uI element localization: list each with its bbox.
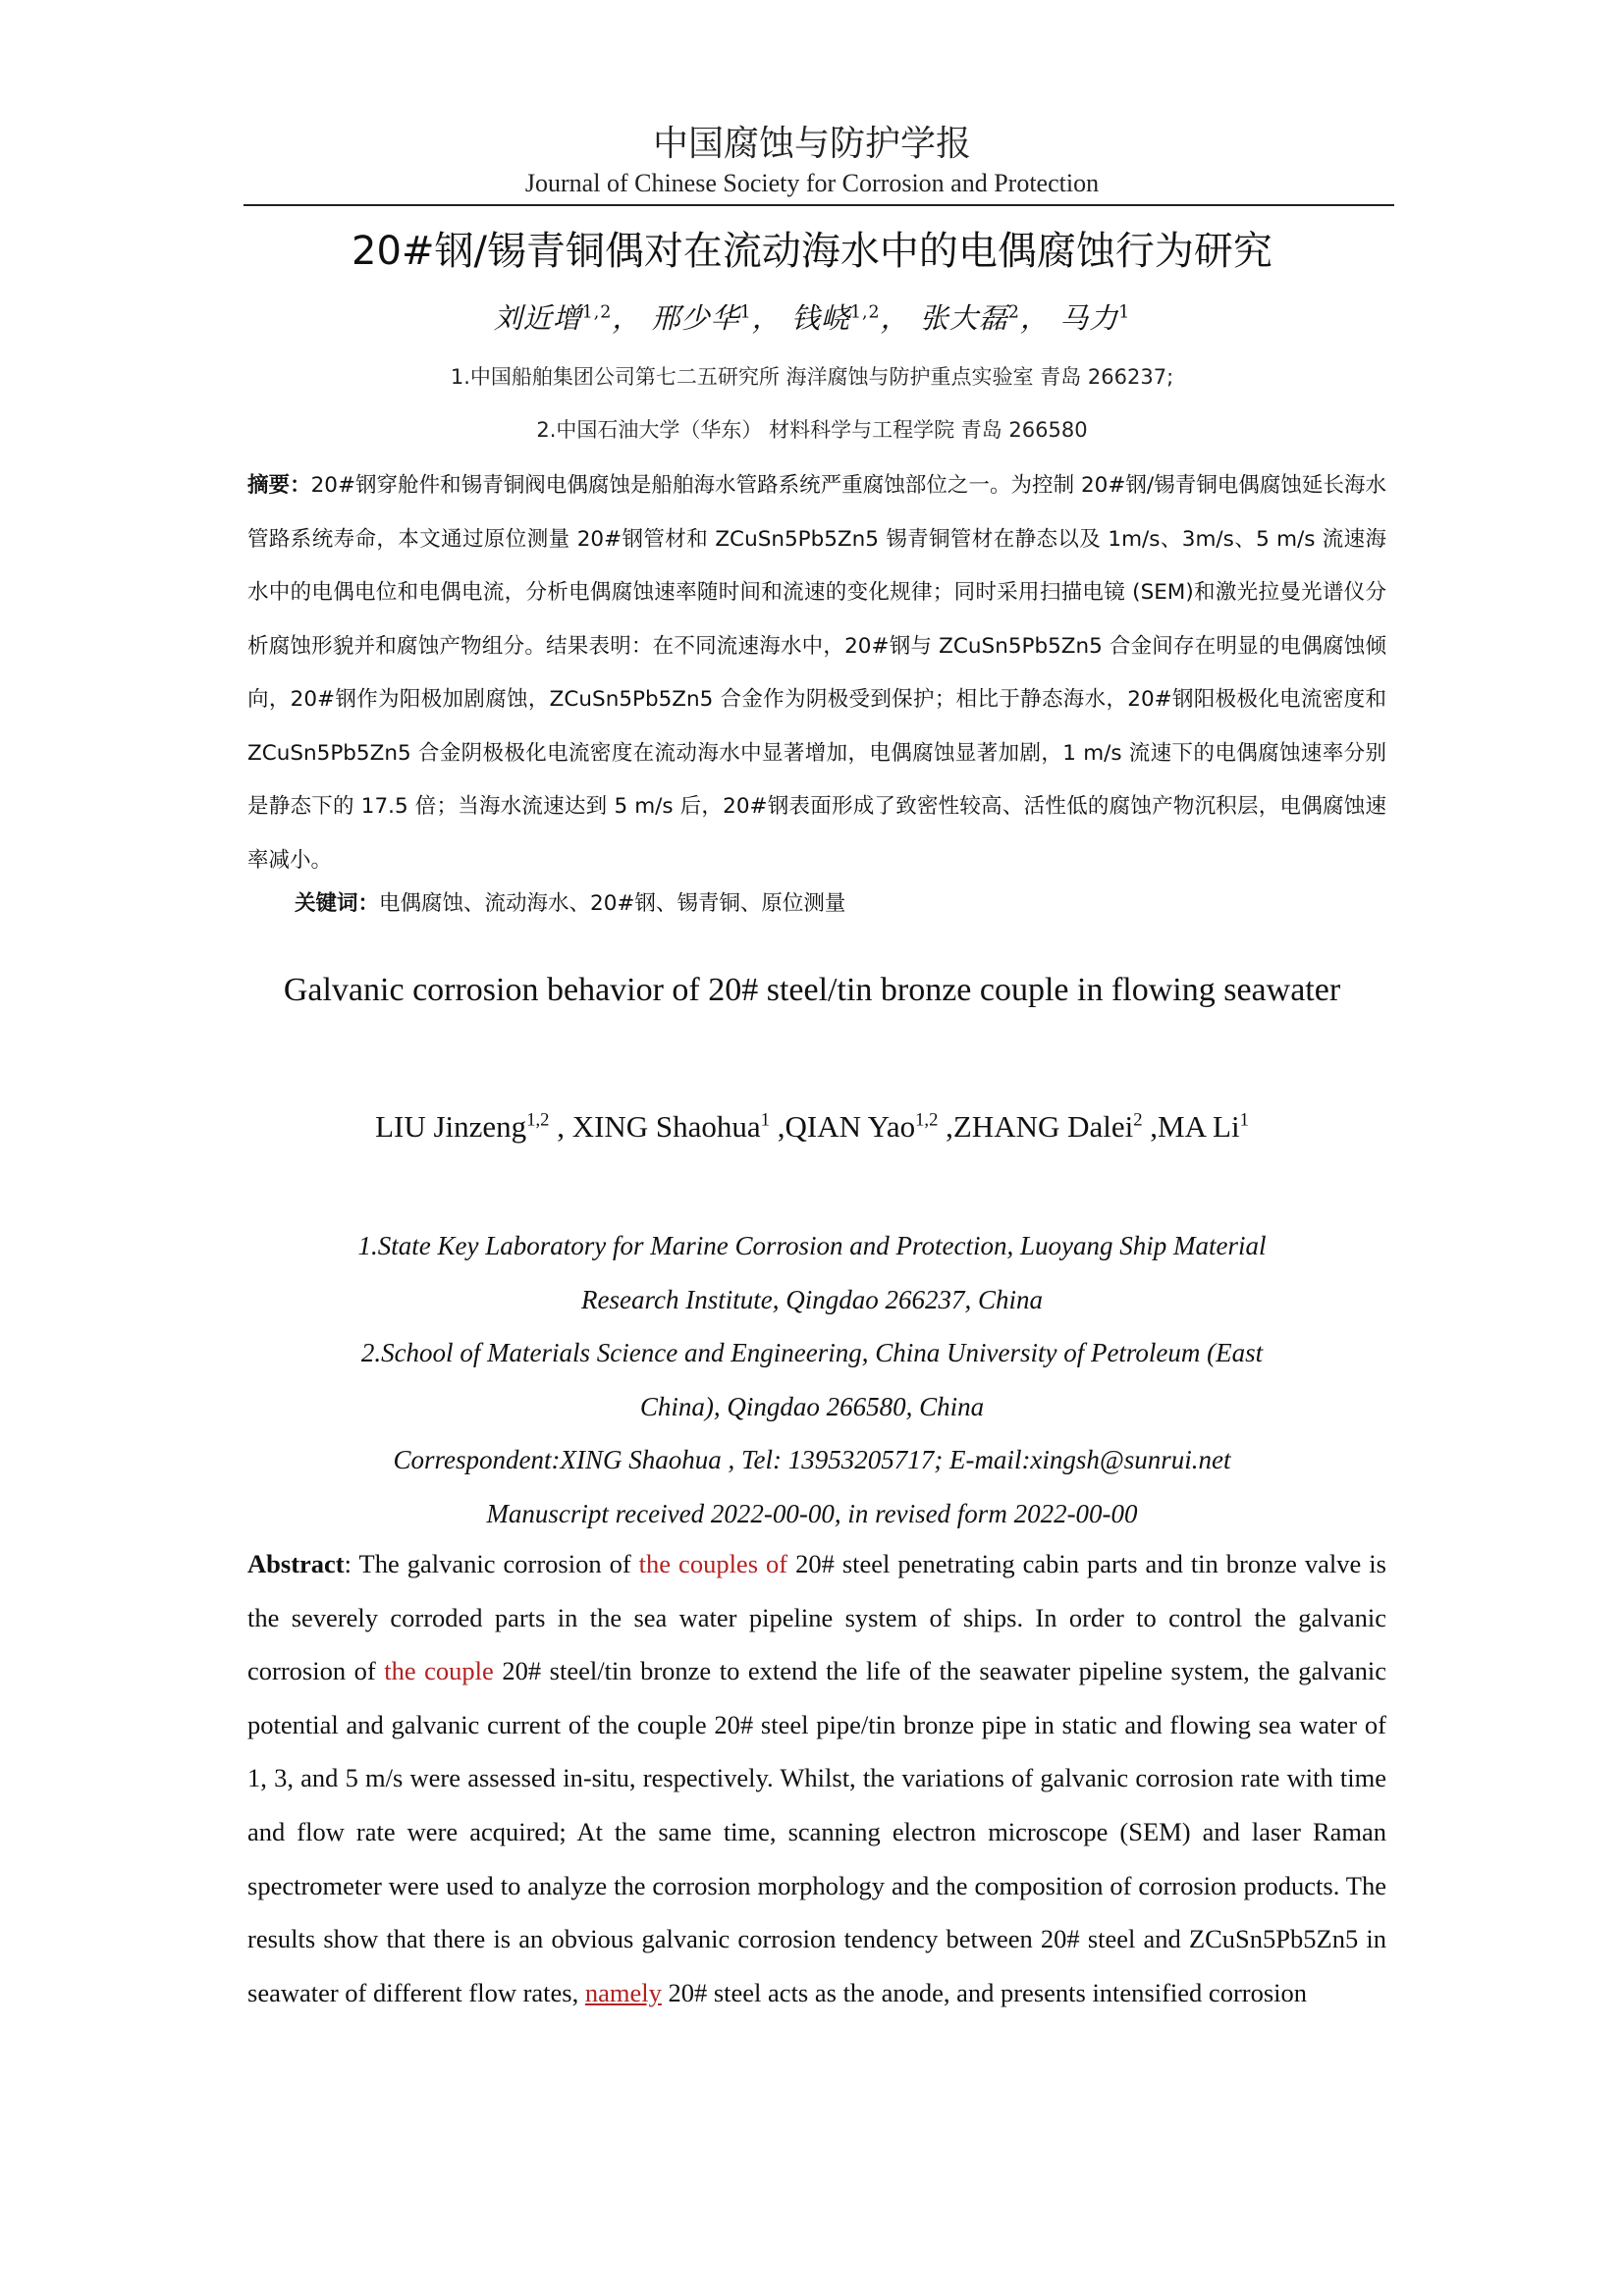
author-en: QIAN Yao: [785, 1109, 916, 1144]
author-affil-sup: 1: [739, 302, 752, 323]
author-separator: ,: [549, 1109, 572, 1144]
author-cn: 邢少华: [651, 301, 740, 335]
keywords-cn-label: 关键词：: [295, 891, 380, 916]
keywords-cn: [295, 886, 845, 917]
affiliation-en-line: 1.State Key Laboratory for Marine Corrosion and Protection, Luoyang Ship Material: [357, 1231, 1267, 1260]
author-en: LIU Jinzeng: [375, 1109, 527, 1144]
author-affil-sup: 1,2: [526, 1109, 550, 1131]
abstract-en-text: 20# steel penetrating cabin parts and tin bronze valve is the severely corroded parts in the sea water pipeline system of ships. In order to control the galvanic corrosion of: [247, 1549, 1386, 1686]
author-cn: 张大磊: [919, 301, 1008, 335]
author-affil-sup: 1,2: [849, 302, 881, 323]
author-separator: ，: [880, 301, 910, 335]
authors-en: [0, 1109, 1624, 1145]
abstract-en: [247, 1537, 1386, 2019]
affiliation-cn-1: 1.中国船舶集团公司第七二五研究所 海洋腐蚀与防护重点实验室 青岛 266237;: [450, 365, 1174, 389]
manuscript-received-line: Manuscript received 2022-00-00, in revised form 2022-00-00: [486, 1498, 1138, 1528]
journal-name-en: Journal of Chinese Society for Corrosion and Protection: [524, 169, 1100, 197]
author-affil-sup: 2: [1133, 1109, 1143, 1131]
abstract-en-label: Abstract: [247, 1549, 345, 1578]
affiliation-en-line: 2.School of Materials Science and Engineering, China University of Petroleum (East: [360, 1338, 1264, 1367]
title-en: Galvanic corrosion behavior of 20# steel/tin bronze couple in flowing seawater: [283, 972, 1341, 1008]
abstract-en-text: 20# steel/tin bronze to extend the life of the seawater pipeline system, the galvanic potential and galvanic current of the couple 20# steel pipe/tin bronze pipe in static and flowing sea water of 1, 3, and 5 m/s were assessed in-situ, respectively. Whilst, the variations of galvanic corrosion rate with time and flow rate were acquired; At the same time, scanning electron microscope (SEM) and laser Raman spectrometer were used to analyze the corrosion morphology and the composition of corrosion products. The results show that there is an obvious galvanic corrosion tendency between 20# steel and ZCuSn5Pb5Zn5 in seawater of different flow rates,: [247, 1656, 1386, 2007]
author-affil-sup: 1,2: [581, 302, 613, 323]
abstract-cn-text: 20#钢穿舱件和锡青铜阀电偶腐蚀是船舶海水管路系统严重腐蚀部位之一。为控制 20#钢/锡青铜电偶腐蚀延长海水管路系统寿命，本文通过原位测量 20#钢管材和 ZCuSn5Pb5Zn5 锡青铜管材在静态以及 1m/s、3m/s、5 m/s 流速海水中的电偶电位和电偶电流，分析电偶腐蚀速率随时间和流速的变化规律；同时采用扫描电镜 (SEM)和激光拉曼光谱仪分析腐蚀形貌并和腐蚀产物组分。结果表明：在不同流速海水中，20#钢与 ZCuSn5Pb5Zn5 合金间存在明显的电偶腐蚀倾向，20#钢作为阳极加剧腐蚀，ZCuSn5Pb5Zn5 合金作为阴极受到保护；相比于静态海水，20#钢阳极极化电流密度和 ZCuSn5Pb5Zn5 合金阴极极化电流密度在流动海水中显著增加，电偶腐蚀显著加剧，1 m/s 流速下的电偶腐蚀速率分别是静态下的 17.5 倍；当海水流速达到 5 m/s 后，20#钢表面形成了致密性较高、活性低的腐蚀产物沉积层，电偶腐蚀速率减小。: [247, 473, 1386, 873]
abstract-en-text: 20# steel acts as the anode, and presents intensified corrosion: [661, 1977, 1308, 2007]
author-en: XING Shaohua: [571, 1109, 761, 1144]
author-separator: ，: [1019, 301, 1050, 335]
abstract-cn-label: 摘要：: [247, 473, 311, 498]
correspondent-line: Correspondent:XING Shaohua , Tel: 13953205717; E-mail:xingsh@sunrui.net: [393, 1445, 1231, 1474]
author-separator: ,: [938, 1109, 953, 1144]
authors-cn: [0, 296, 1624, 337]
author-separator: ,: [1142, 1109, 1159, 1144]
author-separator: ，: [612, 301, 642, 335]
author-affil-sup: 1: [1239, 1109, 1249, 1131]
abstract-en-highlight-underlined: namely: [584, 1977, 662, 2007]
affiliations-en: [295, 1219, 1329, 1540]
author-cn: 钱峣: [790, 301, 850, 335]
affiliation-cn-2: 2.中国石油大学（华东） 材料科学与工程学院 青岛 266580: [536, 418, 1088, 442]
author-separator: ，: [751, 301, 782, 335]
author-affil-sup: 1,2: [915, 1109, 939, 1131]
author-affil-sup: 2: [1007, 302, 1020, 323]
header-rule: [244, 204, 1394, 206]
abstract-en-text: : The galvanic corrosion of: [344, 1549, 639, 1578]
abstract-en-highlight: the couples of: [638, 1549, 788, 1578]
journal-name-cn: 中国腐蚀与防护学报: [652, 124, 971, 164]
author-cn: 马力: [1059, 301, 1119, 335]
author-en: ZHANG Dalei: [952, 1109, 1134, 1144]
keywords-cn-text: 电偶腐蚀、流动海水、20#钢、锡青铜、原位测量: [379, 891, 846, 916]
author-cn: 刘近增: [493, 301, 582, 335]
author-separator: ,: [769, 1109, 785, 1144]
author-en: MA Li: [1158, 1109, 1240, 1144]
affiliation-en-line: Research Institute, Qingdao 266237, China: [581, 1284, 1043, 1314]
abstract-en-highlight: the couple: [384, 1656, 494, 1686]
title-cn: 20#钢/锡青铜偶对在流动海水中的电偶腐蚀行为研究: [352, 229, 1272, 274]
author-affil-sup: 1: [760, 1109, 770, 1131]
abstract-cn: [247, 459, 1386, 887]
author-affil-sup: 1: [1118, 302, 1131, 323]
affiliation-en-line: China), Qingdao 266580, China: [639, 1391, 985, 1421]
